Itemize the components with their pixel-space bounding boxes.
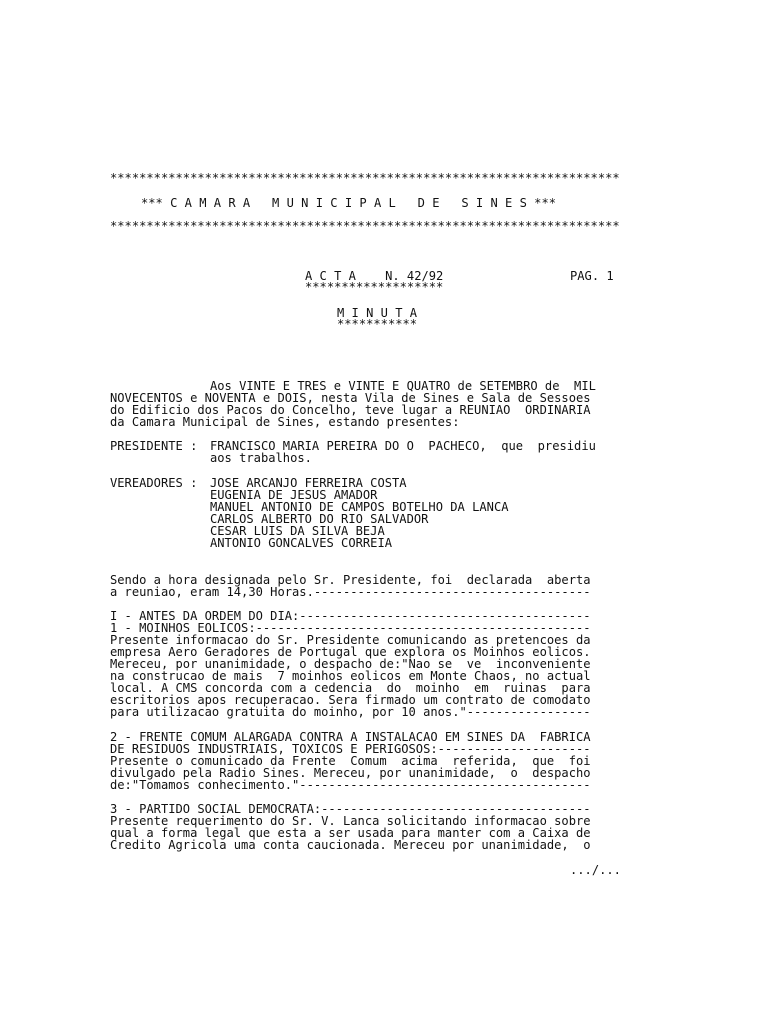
page-number: PAG. 1 bbox=[570, 269, 614, 283]
section2-line: Presente o comunicado da Frente Comum acima referida, que foi bbox=[110, 754, 591, 768]
section3-line: 3 - PARTIDO SOCIAL DEMOCRATA:------------------------------------- bbox=[110, 802, 591, 816]
vereador-name: JOSE ARCANJO FERREIRA COSTA bbox=[210, 476, 407, 490]
vereador-name: CARLOS ALBERTO DO RIO SALVADOR bbox=[210, 512, 429, 526]
section2-line: 2 - FRENTE COMUM ALARGADA CONTRA A INSTALACAO EM SINES DA FABRICA bbox=[110, 730, 591, 744]
section2-line: divulgado pela Radio Sines. Mereceu, por unanimidade, o despacho bbox=[110, 766, 591, 780]
section1-line: para utilizacao gratuita do moinho, por 10 anos."----------------- bbox=[110, 705, 591, 719]
intro-line: do Edificio dos Pacos do Concelho, teve lugar a REUNIAO ORDINARIA bbox=[110, 403, 591, 417]
opening-line: Sendo a hora designada pelo Sr. Presidente, foi declarada aberta bbox=[110, 573, 591, 587]
header-title: *** C A M A R A M U N I C I P A L D E S I N E S *** bbox=[141, 196, 557, 210]
section1-line: Presente informacao do Sr. Presidente comunicando as pretencoes da bbox=[110, 633, 591, 647]
presidente-label: PRESIDENTE : bbox=[110, 439, 198, 453]
opening-line: a reuniao, eram 14,30 Horas.-------------------------------------- bbox=[110, 585, 591, 599]
vereadores-label: VEREADORES : bbox=[110, 476, 198, 490]
section3-line: Credito Agricola uma conta caucionada. Mereceu por unanimidade, o bbox=[110, 838, 591, 852]
vereador-name: MANUEL ANTONIO DE CAMPOS BOTELHO DA LANCA bbox=[210, 500, 509, 514]
presidente-name: aos trabalhos. bbox=[210, 451, 312, 465]
header-border-top: ********************************************************************** bbox=[110, 171, 620, 185]
minuta-underline: *********** bbox=[337, 317, 418, 331]
section1-line: empresa Aero Geradores de Portugal que explora os Moinhos eolicos. bbox=[110, 645, 591, 659]
intro-line: da Camara Municipal de Sines, estando presentes: bbox=[110, 415, 460, 429]
header-border-bottom: ********************************************************************** bbox=[110, 219, 620, 233]
section3-line: Presente requerimento do Sr. V. Lanca solicitando informacao sobre bbox=[110, 814, 591, 828]
intro-line: NOVECENTOS e NOVENTA e DOIS, nesta Vila de Sines e Sala de Sessoes bbox=[110, 391, 591, 405]
section1-line: na construcao de mais 7 moinhos eolicos em Monte Chaos, no actual bbox=[110, 669, 591, 683]
section3-line: qual a forma legal que esta a ser usada para manter com a Caixa de bbox=[110, 826, 591, 840]
acta-underline: ******************* bbox=[305, 280, 444, 294]
vereador-name: ANTONIO GONCALVES CORREIA bbox=[210, 536, 393, 550]
section2-line: de:"Tomamos conhecimento."---------------------------------------- bbox=[110, 778, 591, 792]
presidente-name: FRANCISCO MARIA PEREIRA DO O PACHECO, que presidiu bbox=[210, 439, 596, 453]
minuta-label: M I N U T A bbox=[337, 306, 418, 320]
section1-line: Mereceu, por unanimidade, o despacho de:"Nao se ve inconveniente bbox=[110, 657, 591, 671]
vereador-name: EUGENIA DE JESUS AMADOR bbox=[210, 488, 378, 502]
section1-line: local. A CMS concorda com a cedencia do moinho em ruinas para bbox=[110, 681, 591, 695]
section1-line: I - ANTES DA ORDEM DO DIA:---------------------------------------- bbox=[110, 609, 591, 623]
vereador-name: CESAR LUIS DA SILVA BEJA bbox=[210, 524, 385, 538]
section2-line: DE RESIDUOS INDUSTRIAIS, TOXICOS E PERIGOSOS:--------------------- bbox=[110, 742, 591, 756]
section1-line: escritorios apos recuperacao. Sera firmado um contrato de comodato bbox=[110, 693, 591, 707]
intro-line: Aos VINTE E TRES e VINTE E QUATRO de SETEMBRO de MIL bbox=[210, 379, 596, 393]
continuation-mark: .../... bbox=[570, 863, 621, 877]
section1-line: 1 - MOINHOS EOLICOS:---------------------------------------------- bbox=[110, 621, 591, 635]
acta-label: A C T A N. 42/92 bbox=[305, 269, 444, 283]
